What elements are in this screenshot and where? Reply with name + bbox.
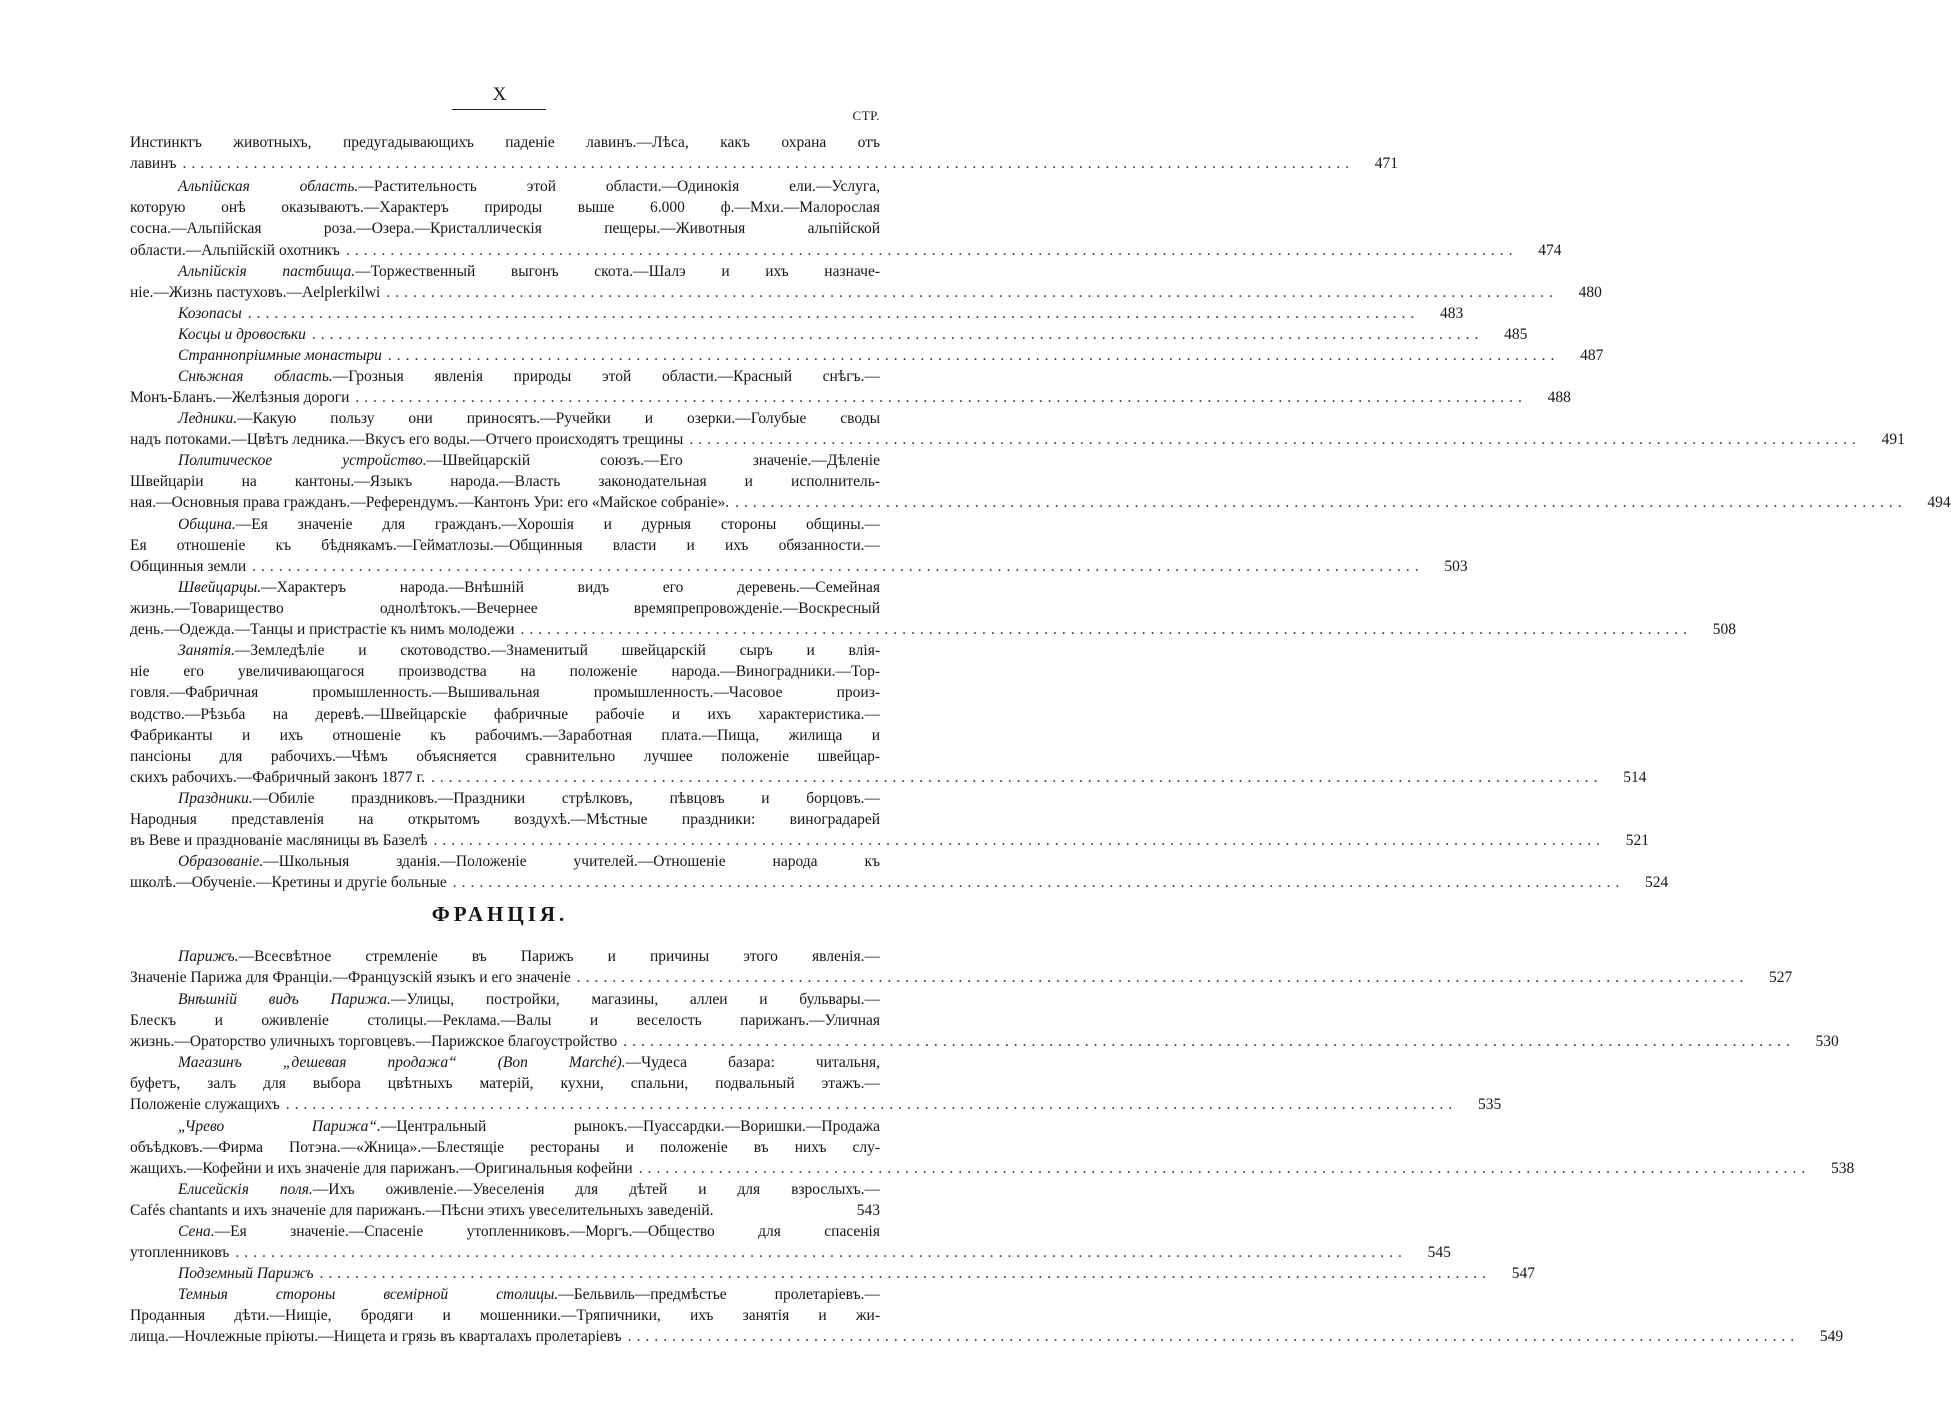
leader-dots: .................................................................................................................................... xyxy=(520,621,1693,639)
leader-dots: .................................................................................................................................... xyxy=(319,1265,1492,1282)
page-number: 547 xyxy=(1511,1265,1536,1282)
entry-text-line: которую онѣ оказываютъ.—Характеръ природы выше 6.000 ф.—Мхи.—Малорослая xyxy=(130,199,880,217)
leader-dots: .................................................................................................................................... xyxy=(252,558,1424,576)
entry-text-line: ная.—Основныя права гражданъ.—Референдумъ.—Кантонъ Ури: его «Майское собраніе». xyxy=(130,494,730,512)
page-number: 530 xyxy=(1815,1033,1839,1051)
toc-entry xyxy=(130,261,1602,303)
entry-text-line: Инстинктъ животныхъ, предугадывающихъ паденіе лавинъ.—Лѣса, какъ охрана отъ xyxy=(130,134,880,151)
page-number: 488 xyxy=(1547,389,1571,407)
entry-text-line: въ Веве и празднованіе масляницы въ Базелѣ xyxy=(130,832,428,850)
entry-text-line: —Школьныя зданія.—Положеніе учителей.—Отношеніе народа къ xyxy=(263,853,880,870)
toc-entry xyxy=(130,989,1839,1053)
entry-heading: Альпійская область. xyxy=(178,178,359,195)
page-number: 485 xyxy=(1504,326,1528,343)
toc-entry xyxy=(130,1179,880,1221)
entry-text-line: Проданныя дѣти.—Нищіе, бродяги и мошенники.—Тряпичники, ихъ занятія и жи- xyxy=(130,1307,880,1325)
page-number: 549 xyxy=(1819,1328,1844,1346)
leader-dots: .................................................................................................................................... xyxy=(638,1160,1811,1178)
page-number: 483 xyxy=(1439,305,1464,322)
leader-dots: .................................................................................................................................... xyxy=(452,874,1625,892)
page-number: 545 xyxy=(1427,1244,1451,1262)
entry-text-line: Блескъ и оживленіе столицы.—Реклама.—Валы и веселость парижанъ.—Уличная xyxy=(130,1012,880,1030)
entry-text-line: —Грозныя явленія природы этой области.—Красный снѣгъ.— xyxy=(332,368,880,385)
leader-dots: .................................................................................................................................... xyxy=(285,1096,1458,1114)
page-number: 503 xyxy=(1444,558,1468,576)
entry-text-line: ніе.—Жизнь пастуховъ.—Aelplerkilwi xyxy=(130,284,381,302)
entry-text-line: Монъ-Бланъ.—Желѣзныя дороги xyxy=(130,389,350,407)
entry-text-line: Ея отношеніе къ бѣднякамъ.—Гейматлозы.—Общинныя власти и ихъ обязанности.— xyxy=(130,537,880,555)
entry-heading: Община. xyxy=(178,516,236,533)
toc-entry xyxy=(130,345,1604,366)
entry-text-line: Народныя представленія на открытомъ воздухѣ.—Мѣстные праздники: виноградарей xyxy=(130,811,880,829)
toc-entry xyxy=(130,1221,1451,1263)
page-number: 521 xyxy=(1625,832,1649,850)
page-number: 527 xyxy=(1769,969,1793,987)
entry-text-line: Значеніе Парижа для Франціи.—Французскій языкъ и его значеніе xyxy=(130,969,571,987)
page-number: 487 xyxy=(1580,347,1604,364)
leader-dots: .................................................................................................................................... xyxy=(247,305,1420,322)
leader-dots: .................................................................................................................................... xyxy=(387,347,1560,364)
entry-heading: Политическое устройство. xyxy=(178,452,427,469)
entry-heading: Козопасы xyxy=(178,305,242,322)
header-rule xyxy=(452,109,546,110)
leader-dots: .................................................................................................................................... xyxy=(311,326,1484,343)
entry-text-line: Положеніе служащихъ xyxy=(130,1096,280,1114)
toc-entry xyxy=(130,577,1737,641)
entry-heading: Темныя стороны всемірной столицы. xyxy=(178,1286,559,1303)
leader-dots: .................................................................................................................................... xyxy=(623,1033,1795,1051)
entry-heading: Елисейскія поля. xyxy=(178,1181,313,1198)
entry-heading: Внѣшній видъ Парижа. xyxy=(178,991,391,1008)
entry-text-line: сосна.—Альпійская роза.—Озера.—Кристаллическія пещеры.—Животныя альпійской xyxy=(130,220,880,238)
toc-entry xyxy=(130,450,1951,514)
leader-dots xyxy=(714,1200,836,1221)
page-number: 508 xyxy=(1712,621,1737,639)
toc-entry xyxy=(130,408,1905,450)
entry-heading: Снѣжная область. xyxy=(178,368,333,385)
page-number: 471 xyxy=(1374,155,1399,173)
page-number: 538 xyxy=(1830,1160,1855,1178)
entry-text-line: день.—Одежда.—Танцы и пристрастіе къ нимъ молодежи xyxy=(130,621,515,639)
page-roman-numeral: X xyxy=(492,84,508,105)
entry-heading: Подземный Парижъ xyxy=(178,1265,314,1282)
entry-text-line: области.—Альпійскій охотникъ xyxy=(130,241,340,259)
leader-dots: .................................................................................................................................... xyxy=(182,155,1355,173)
entry-text-line: надъ потоками.—Цвѣтъ ледника.—Вкусъ его воды.—Отчего происходятъ трещины xyxy=(130,431,684,449)
entry-text-line: водство.—Рѣзьба на деревѣ.—Швейцарскіе фабричные рабочіе и ихъ характеристика.— xyxy=(130,705,880,723)
entry-text-line: —Земледѣліе и скотоводство.—Знаменитый швейцарскій сыръ и влія- xyxy=(234,642,880,659)
toc-entry xyxy=(130,1116,1855,1180)
page-column-label: СТР. xyxy=(852,108,880,123)
entry-text-line: Швейцаріи на кантоны.—Языкъ народа.—Власть законодательная и исполнитель- xyxy=(130,473,880,491)
toc-entry xyxy=(130,324,1528,345)
entry-text-line: скихъ рабочихъ.—Фабричный законъ 1877 г. xyxy=(130,769,426,787)
leader-dots: .................................................................................................................................... xyxy=(235,1244,1407,1262)
leader-dots: .................................................................................................................................... xyxy=(386,284,1558,302)
entry-text-line: —Центральный рынокъ.—Пуассардки.—Воришки.—Продажа xyxy=(380,1118,880,1135)
toc-entry xyxy=(130,1263,1536,1284)
entry-text-line: —Ихъ оживленіе.—Увеселенія для дѣтей и для взрослыхъ.— xyxy=(312,1181,880,1198)
toc-entry xyxy=(130,946,1793,988)
entry-text-line: —Какую пользу они приносятъ.—Ручейки и озерки.—Голубые своды xyxy=(237,410,880,427)
entry-text-line: лища.—Ночлежные пріюты.—Нищета и грязь въ кварталахъ пролетаріевъ xyxy=(130,1328,622,1346)
toc-entry xyxy=(130,132,1399,174)
entry-heading: Ледники. xyxy=(178,410,238,427)
entry-text-line: объѣдковъ.—Фирма Потэна.—«Жница».—Блестящіе рестораны и положеніе въ нихъ слу- xyxy=(130,1139,880,1157)
toc-entry xyxy=(130,366,1571,408)
page-number: 491 xyxy=(1881,431,1905,449)
page-number: 524 xyxy=(1645,874,1669,892)
entry-heading: Швейцарцы. xyxy=(178,579,262,596)
entry-text-line: —Растительность этой области.—Одинокія ели.—Услуга, xyxy=(358,178,880,195)
toc-entry xyxy=(130,640,1647,788)
entry-text-line: —Ея значеніе для гражданъ.—Хорошія и дурныя стороны общины.— xyxy=(235,516,880,533)
leader-dots: .................................................................................................................................... xyxy=(689,431,1861,449)
toc-entry xyxy=(130,851,1669,893)
toc-entry xyxy=(130,1052,1502,1116)
entry-heading: Магазинъ „дешевая продажа“ (Bon Marché). xyxy=(178,1054,626,1071)
entry-text-line: жизнь.—Товарищество однолѣтокъ.—Вечернее времяпрепровожденіе.—Воскресный xyxy=(130,600,880,618)
entry-text-line: —Всесвѣтное стремленіе въ Парижъ и причины этого явленія.— xyxy=(238,948,880,965)
entry-text-line: —Бельвиль—предмѣстье пролетаріевъ.— xyxy=(558,1286,880,1303)
leader-dots: .................................................................................................................................... xyxy=(345,241,1518,259)
toc-entry xyxy=(130,1284,1844,1348)
leader-dots: .................................................................................................................................... xyxy=(576,969,1749,987)
entry-text-line: лавинъ xyxy=(130,155,177,173)
toc-entry xyxy=(130,514,1468,578)
page-number: 480 xyxy=(1578,284,1602,302)
leader-dots: .................................................................................................................................... xyxy=(355,389,1527,407)
entry-text-line: —Торжественный выгонъ скота.—Шалэ и ихъ назначе- xyxy=(355,263,880,280)
entry-text-line: —Улицы, постройки, магазины, аллеи и бульвары.— xyxy=(390,991,880,1008)
entry-text-line: пансіоны для рабочихъ.—Чѣмъ объясняется сравнительно лучшее положеніе швейцар- xyxy=(130,747,880,765)
entry-heading: Страннопріимные монастыри xyxy=(178,347,382,364)
leader-dots: .................................................................................................................................... xyxy=(431,769,1603,787)
entry-heading: Занятія. xyxy=(178,642,235,659)
entry-text-line: —Ея значеніе.—Спасеніе утопленниковъ.—Моргъ.—Общество для спасенія xyxy=(214,1223,880,1240)
entry-text-line: —Чудеса базара: читальня, xyxy=(625,1054,880,1071)
leader-dots: .................................................................................................................................... xyxy=(433,832,1605,850)
section-title: ФРАНЦІЯ. xyxy=(431,902,569,926)
entry-text-line: жизнь.—Ораторство уличныхъ торговцевъ.—Парижское благоустройство xyxy=(130,1033,618,1051)
entry-text-line: школѣ.—Обученіе.—Кретины и другіе больные xyxy=(130,874,447,892)
entry-heading: Праздники. xyxy=(178,790,253,807)
entry-heading: Альпійскія пастбища. xyxy=(178,263,356,280)
entry-heading: Образованіе. xyxy=(178,853,264,870)
entry-text-line: Фабриканты и ихъ отношеніе къ рабочимъ.—Заработная плата.—Пища, жилища и xyxy=(130,726,880,744)
page-number: 514 xyxy=(1623,769,1647,787)
entry-heading: Сена. xyxy=(178,1223,215,1240)
leader-dots: .................................................................................................................................... xyxy=(627,1328,1800,1346)
entry-text-line: —Швейцарскій союзъ.—Его значеніе.—Дѣленіе xyxy=(426,452,880,469)
entry-text-line: —Обиліе праздниковъ.—Праздники стрѣлковъ, пѣвцовъ и борцовъ.— xyxy=(252,790,880,807)
page-number: 474 xyxy=(1538,241,1562,259)
entry-heading: „Чрево Парижа“. xyxy=(178,1118,381,1135)
page-number: 494 xyxy=(1927,494,1951,512)
toc-entry xyxy=(130,303,1464,324)
entry-text-line: Cafés chantants и ихъ значеніе для парижанъ.—Пѣсни этихъ увеселительныхъ заведеній. xyxy=(130,1202,714,1220)
page-number: 543 xyxy=(856,1202,880,1220)
entry-heading: Косцы и дровосѣки xyxy=(178,326,306,343)
entry-text-line: говля.—Фабричная промышленность.—Вышивальная промышленность.—Часовое произ- xyxy=(130,684,880,702)
entry-heading: Парижъ. xyxy=(178,948,239,965)
entry-text-line: буфетъ, залъ для выбора цвѣтныхъ матерій, кухни, спальни, подвальный этажъ.— xyxy=(130,1075,880,1093)
entry-text-line: Общинныя земли xyxy=(130,558,247,576)
toc-entry xyxy=(130,176,1562,261)
entry-text-line: —Характеръ народа.—Внѣшній видъ его деревень.—Семейная xyxy=(261,579,880,596)
entry-text-line: утопленниковъ xyxy=(130,1244,230,1262)
entry-text-line: ніе его увеличивающагося производства на положеніе народа.—Виноградники.—Тор- xyxy=(130,663,880,681)
toc-entry xyxy=(130,788,1649,852)
entry-text-line: жащихъ.—Кофейни и ихъ значеніе для парижанъ.—Оригинальныя кофейни xyxy=(130,1160,633,1178)
leader-dots: .................................................................................................................................... xyxy=(735,494,1907,512)
page-number: 535 xyxy=(1477,1096,1502,1114)
